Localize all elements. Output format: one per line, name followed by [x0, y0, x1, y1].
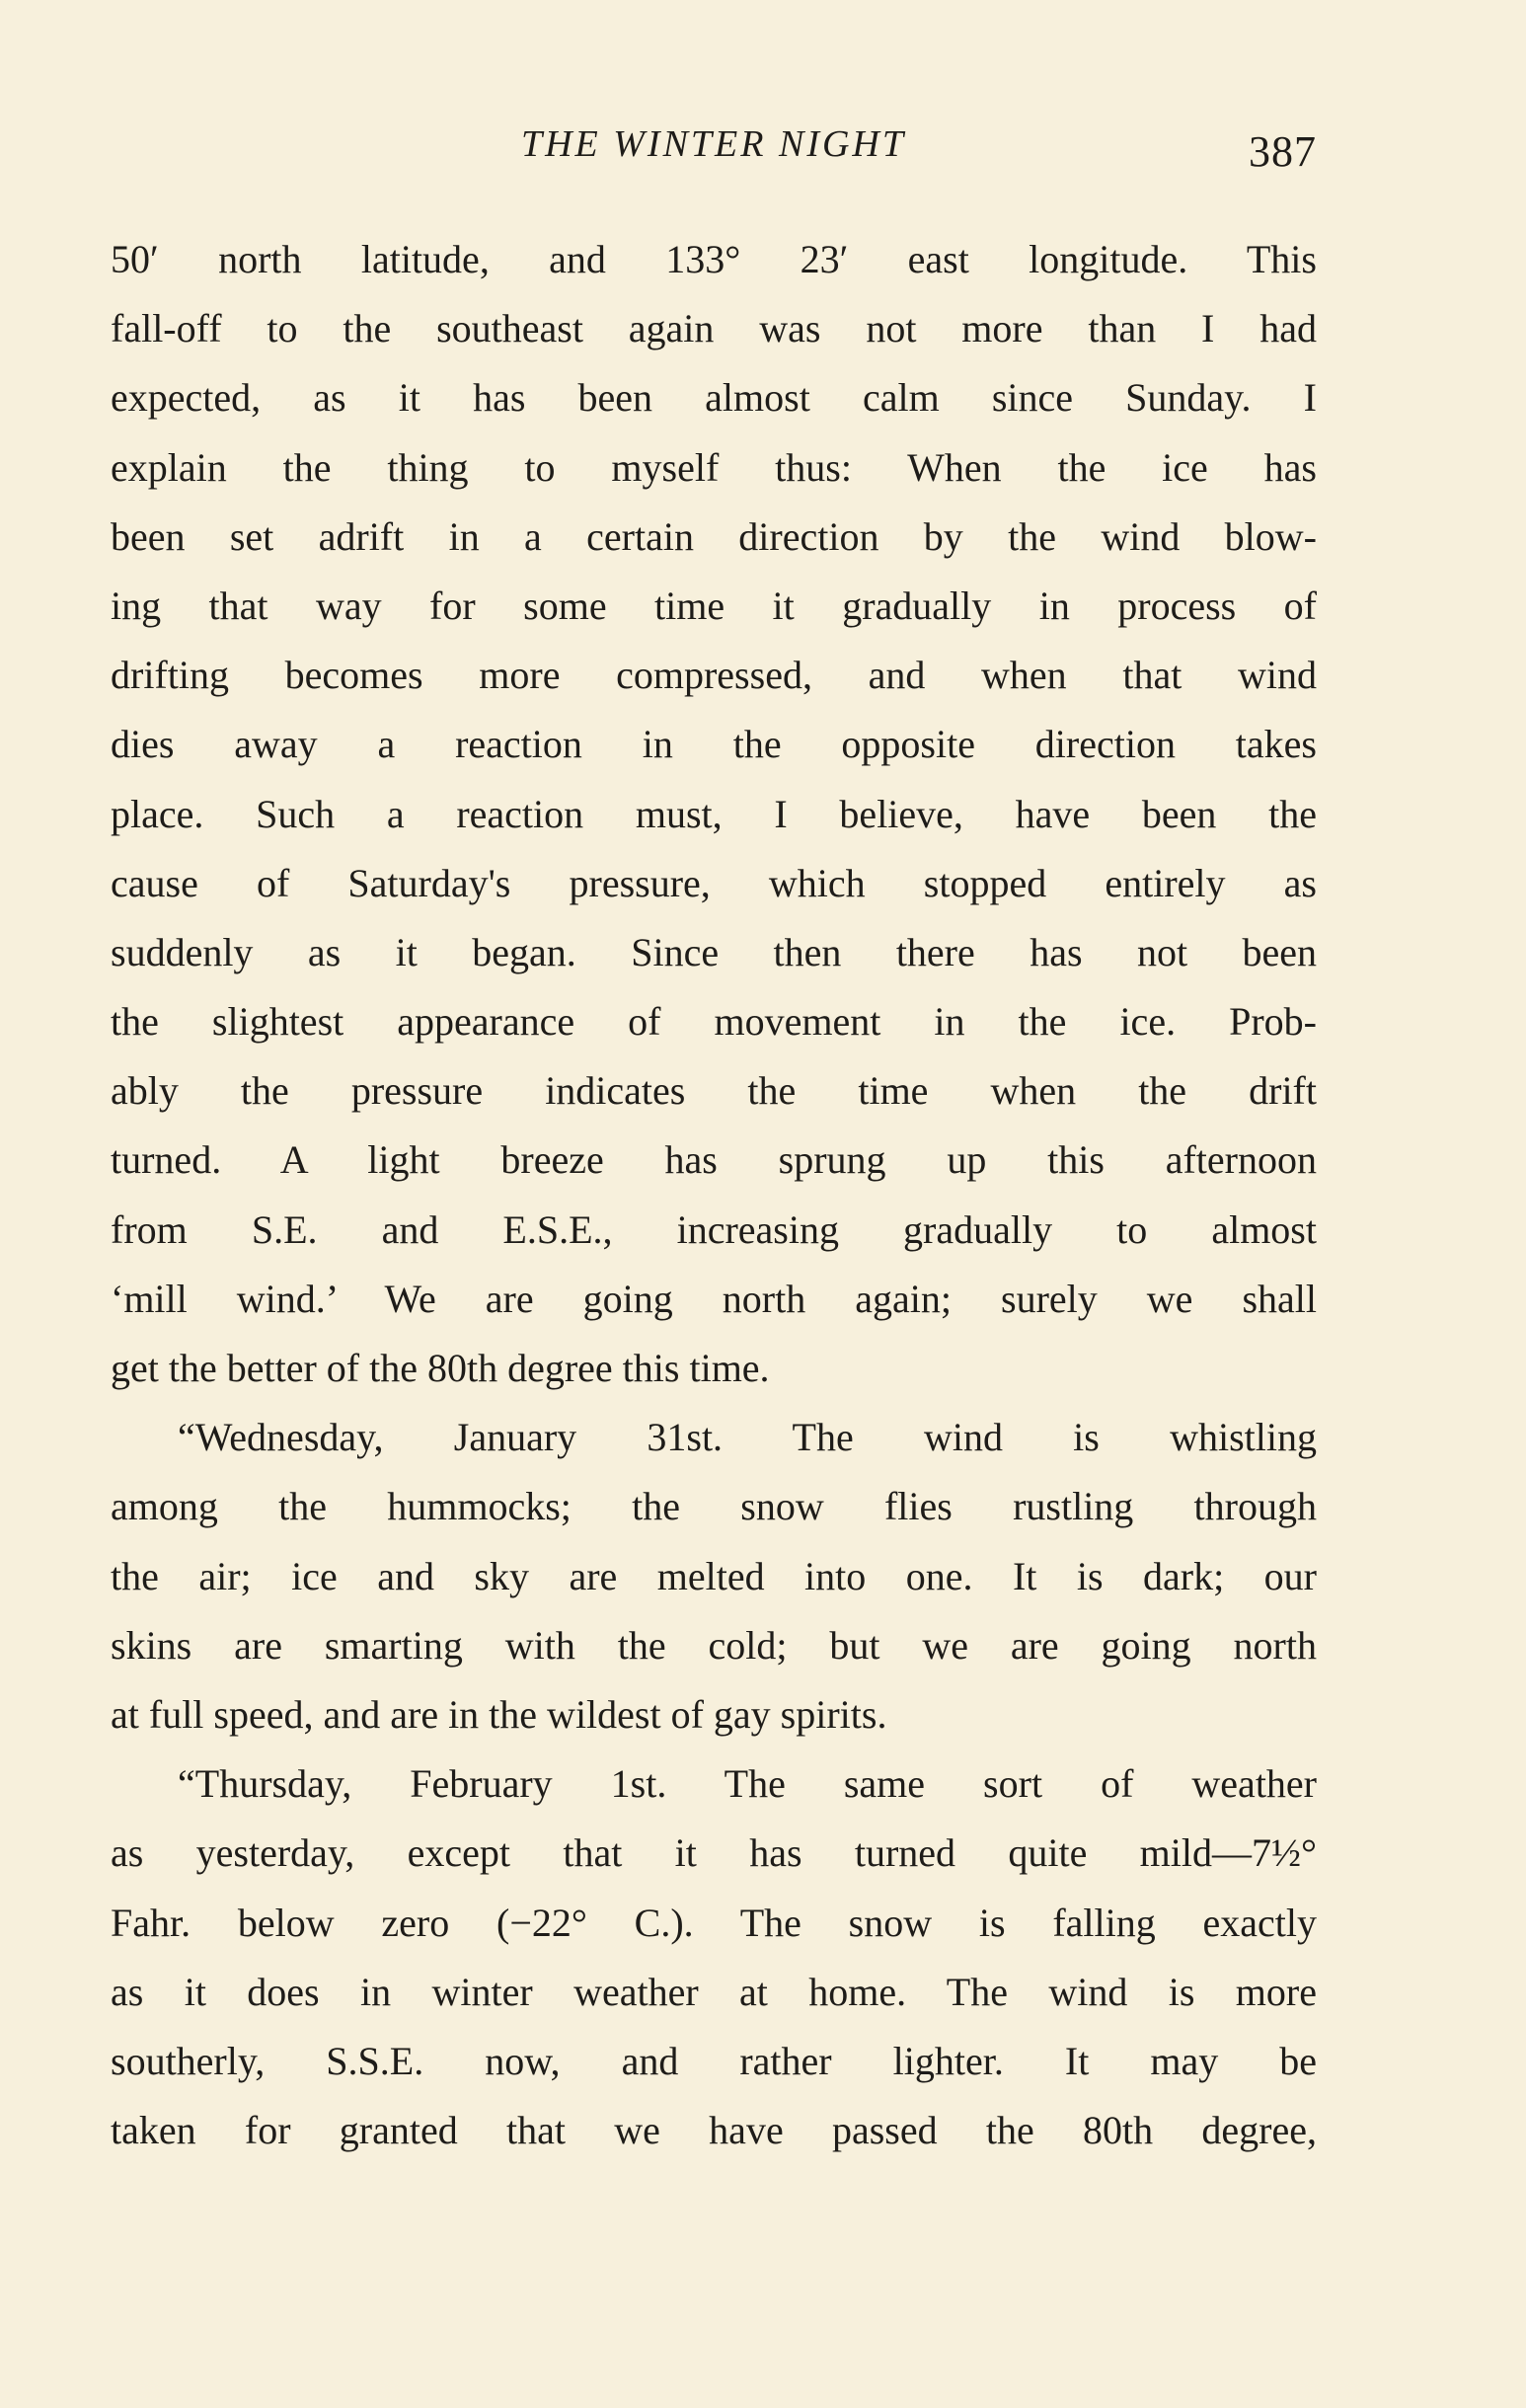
- text-line: ing that way for some time it gradually in process of: [111, 583, 1317, 628]
- text-line: dies away a reaction in the opposite direction takes: [111, 722, 1317, 767]
- text-line: place. Such a reaction must, I believe, have been the: [111, 791, 1317, 836]
- text-line: suddenly as it began. Since then there has not been: [111, 929, 1317, 974]
- text-line: from S.E. and E.S.E., increasing gradually to almost: [111, 1206, 1317, 1252]
- text-line: ably the pressure indicates the time when the drift: [111, 1068, 1317, 1114]
- text-line: southerly, S.S.E. now, and rather lighter. It may be: [111, 2038, 1317, 2083]
- text-line: 50′ north latitude, and 133° 23′ east longitude. This: [111, 237, 1317, 281]
- running-head: [111, 117, 1317, 176]
- text-line: skins are smarting with the cold; but we are going north: [111, 1622, 1317, 1668]
- text-line: explain the thing to myself thus: When the ice has: [111, 444, 1317, 490]
- text-line: fall-off to the southeast again was not more than I had: [111, 306, 1317, 351]
- text-line: at full speed, and are in the wildest of gay spirits.: [111, 1691, 887, 1737]
- text-line: Fahr. below zero (−22° C.). The snow is falling exactly: [111, 1900, 1317, 1945]
- page-number: 387: [1249, 127, 1317, 176]
- text-line: “Wednesday, January 31st. The wind is whistling: [178, 1415, 1317, 1460]
- text-line: get the better of the 80th degree this time.: [111, 1346, 770, 1390]
- text-line: drifting becomes more compressed, and when that wind: [111, 653, 1317, 698]
- text-line: turned. A light breeze has sprung up this afternoon: [111, 1137, 1317, 1183]
- text-line: cause of Saturday's pressure, which stopped entirely as: [111, 860, 1317, 905]
- running-title: THE WINTER NIGHT: [520, 123, 907, 165]
- body-text: [111, 225, 1317, 2165]
- text-line: been set adrift in a certain direction by the wind blow-: [111, 513, 1317, 559]
- text-line: the air; ice and sky are melted into one. It is dark; our: [111, 1553, 1317, 1598]
- text-line: taken for granted that we have passed the 80th degree,: [111, 2108, 1317, 2153]
- text-line: as yesterday, except that it has turned quite mild—7½°: [111, 1830, 1317, 1876]
- text-line: the slightest appearance of movement in the ice. Prob-: [111, 999, 1317, 1045]
- text-line: among the hummocks; the snow flies rustling through: [111, 1484, 1317, 1529]
- text-line: expected, as it has been almost calm since Sunday. I: [111, 375, 1317, 421]
- text-line: “Thursday, February 1st. The same sort of weather: [178, 1761, 1317, 1807]
- text-line: ‘mill wind.’ We are going north again; surely we shall: [111, 1276, 1317, 1321]
- text-line: as it does in winter weather at home. The wind is more: [111, 1969, 1317, 2014]
